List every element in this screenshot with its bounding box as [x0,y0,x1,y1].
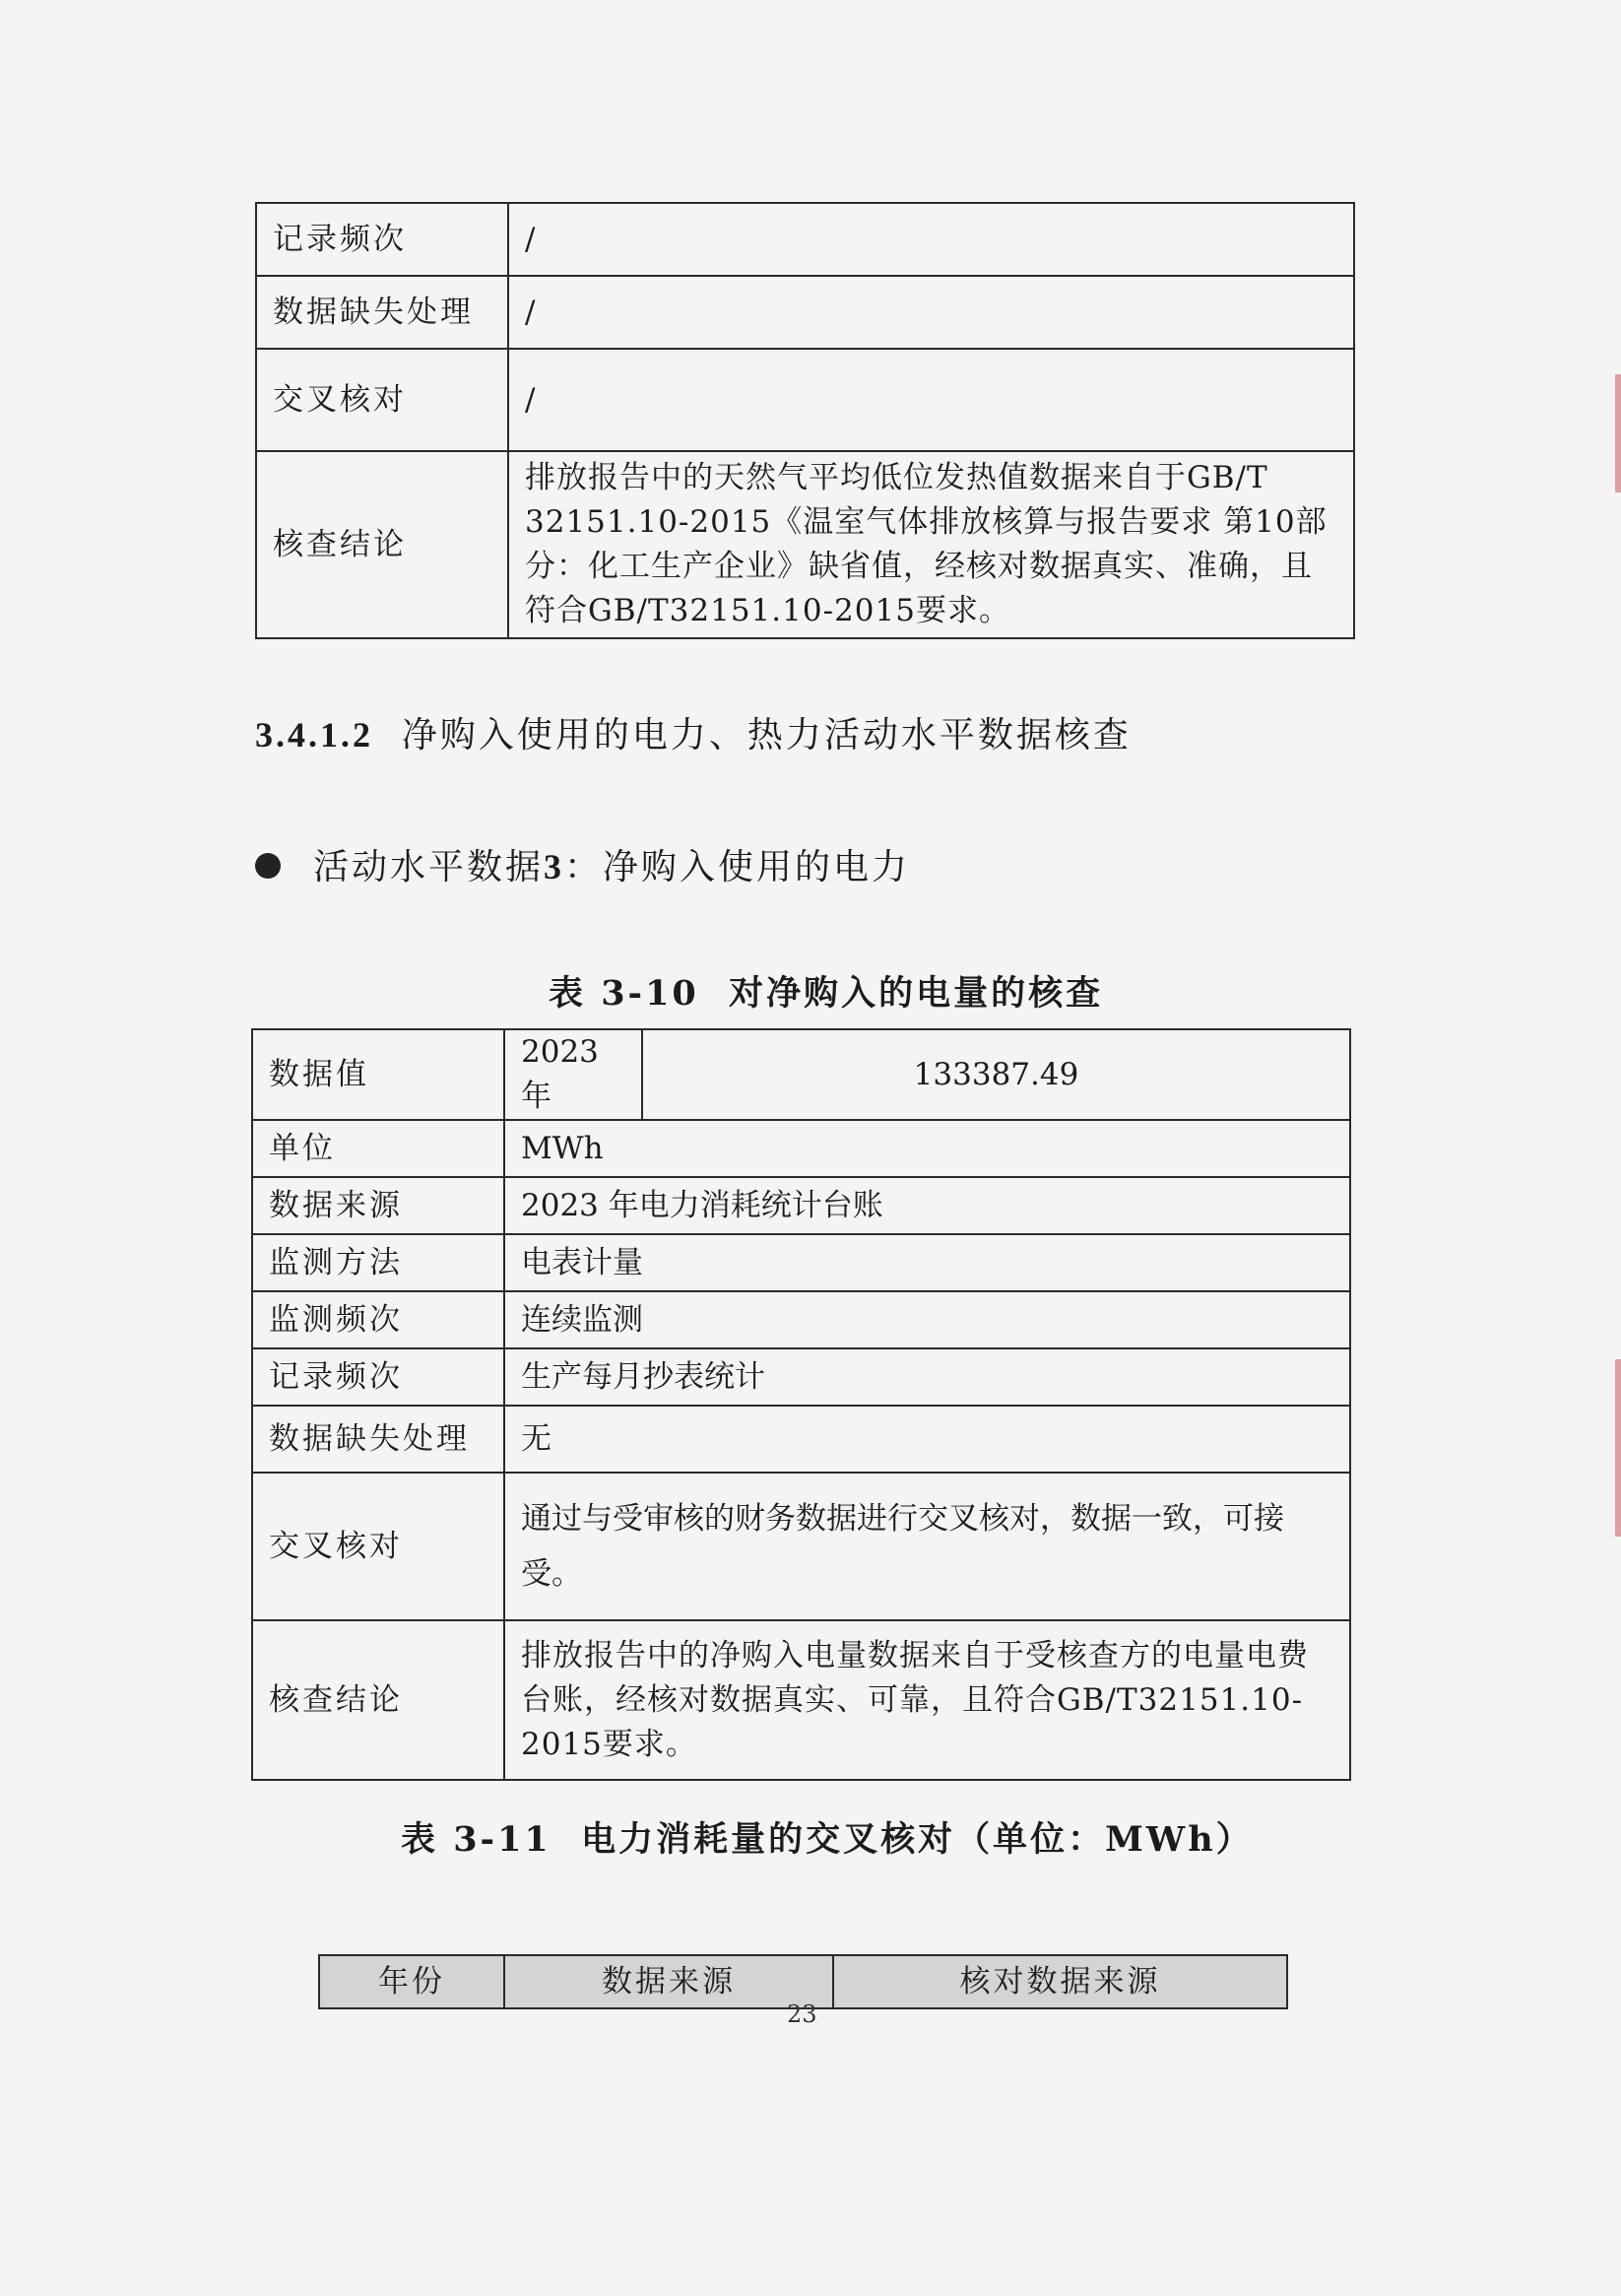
row-value: 排放报告中的天然气平均低位发热值数据来自于GB/T 32151.10-2015《温室气体排放核算与报告要求 第10部分：化工生产企业》缺省值，经核对数据真实、准确，且符合GB/T32151.10-2015要求。 [508,451,1354,638]
row-value: 排放报告中的净购入电量数据来自于受核查方的电量电费台账，经核对数据真实、可靠，且符合GB/T32151.10-2015要求。 [504,1620,1350,1780]
row-value: 无 [504,1406,1350,1473]
row-label: 交叉核对 [252,1473,504,1620]
header-cell-year: 年份 [319,1955,504,2008]
scan-edge-mark [1615,1359,1621,1537]
table-row [256,276,1354,349]
row-value: 通过与受审核的财务数据进行交叉核对，数据一致，可接受。 [504,1473,1350,1620]
row-value: / [508,349,1354,451]
header-cell-data-source: 数据来源 [504,1955,833,2008]
table-3-10 [251,1028,1351,1781]
table-row [252,1620,1350,1780]
row-label: 数据缺失处理 [252,1406,504,1473]
caption-text: 电力消耗量的交叉核对（单位：MWh） [581,1819,1254,1860]
row-value: 电表计量 [504,1234,1350,1291]
row-value: / [508,203,1354,276]
table-3-10-caption [549,966,1103,1016]
caption-number: 3-10 [601,973,699,1014]
row-value: 生产每月抄表统计 [504,1348,1350,1406]
section-title: 净购入使用的电力、热力活动水平数据核查 [401,715,1132,755]
row-label: 核查结论 [256,451,508,638]
table-row [256,451,1354,638]
scan-edge-mark [1615,374,1621,492]
header-cell-check-source: 核对数据来源 [833,1955,1287,2008]
section-heading [255,707,1132,757]
table-row [252,1406,1350,1473]
section-number: 3.4.1.2 [255,715,373,754]
table-row [252,1120,1350,1177]
page-number: 23 [787,2001,817,2028]
caption-text: 对净购入的电量的核查 [729,973,1104,1014]
bullet-text: ：净购入使用的电力 [564,847,911,887]
year-cell: 2023 年 [504,1029,642,1120]
table-row [256,349,1354,451]
row-label: 记录频次 [252,1348,504,1406]
row-value: MWh [504,1120,1350,1177]
caption-label: 表 [401,1819,439,1860]
table-top-continuation [255,202,1355,639]
row-label: 数据值 [252,1029,504,1120]
table-row [256,203,1354,276]
bullet-prefix: 活动水平数据 [313,847,545,887]
table-row [252,1473,1350,1620]
table-3-11-caption [401,1812,1254,1862]
caption-label: 表 [549,973,587,1014]
table-row [252,1177,1350,1234]
row-label: 交叉核对 [256,349,508,451]
row-label: 核查结论 [252,1620,504,1780]
bullet-icon [255,853,281,879]
row-value: / [508,276,1354,349]
row-label: 监测方法 [252,1234,504,1291]
table-row [252,1291,1350,1348]
caption-number: 3-11 [453,1819,551,1860]
row-label: 记录频次 [256,203,508,276]
row-value: 连续监测 [504,1291,1350,1348]
row-label: 数据来源 [252,1177,504,1234]
row-label: 数据缺失处理 [256,276,508,349]
table-row [252,1348,1350,1406]
table-row [252,1029,1350,1120]
bullet-number: 3 [544,847,565,886]
row-label: 监测频次 [252,1291,504,1348]
bullet-heading [313,839,910,889]
row-label: 单位 [252,1120,504,1177]
table-row [252,1234,1350,1291]
row-value: 2023 年电力消耗统计台账 [504,1177,1350,1234]
data-value-cell: 133387.49 [642,1029,1350,1120]
